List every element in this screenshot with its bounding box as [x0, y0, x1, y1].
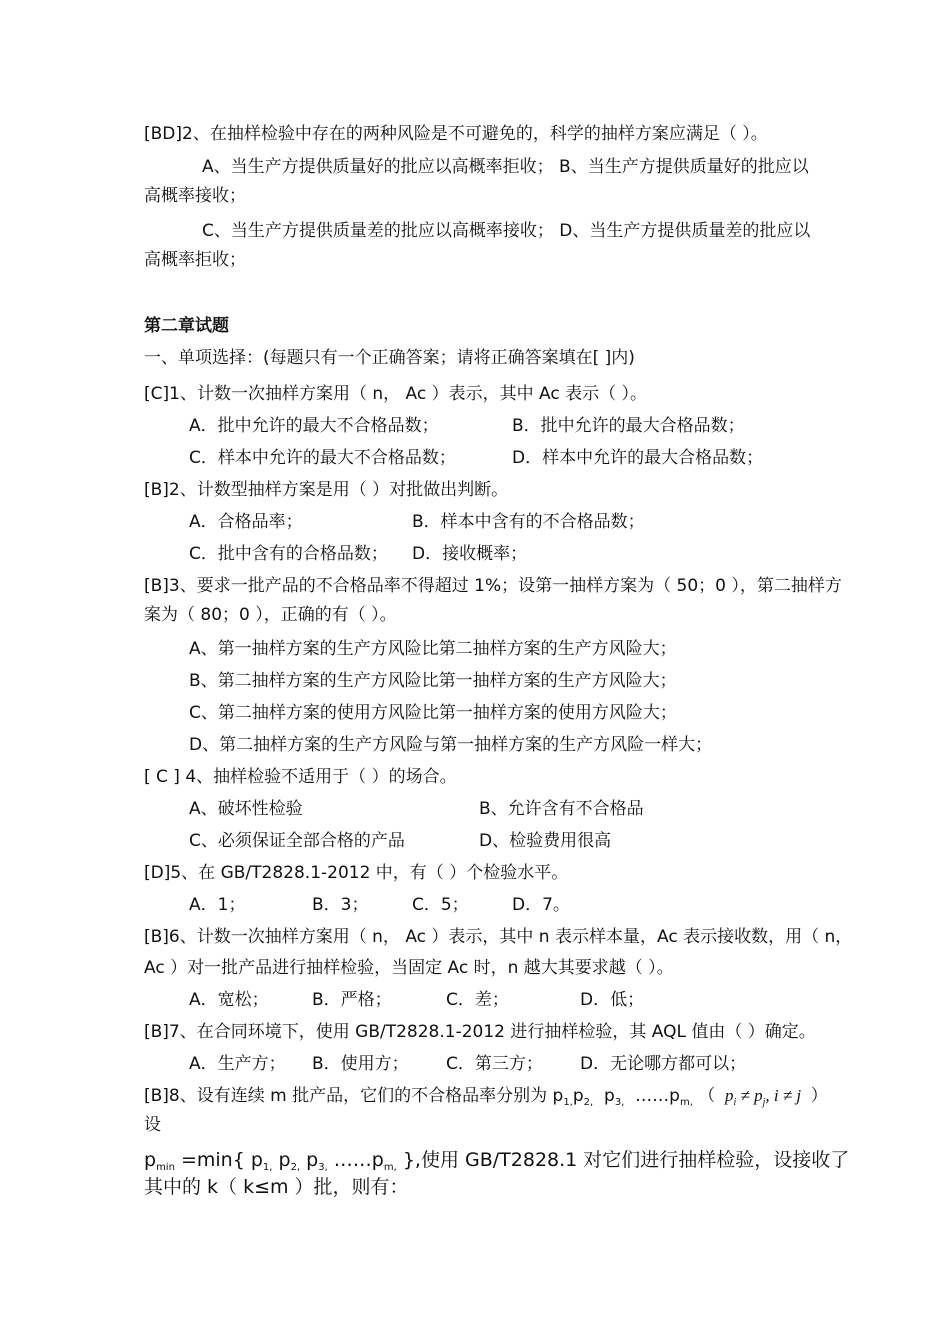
q3-stem-line2: 案为（ 80；0 ），正确的有（ ）。 — [144, 605, 397, 625]
q8-sub-1: 1, — [563, 1097, 573, 1108]
q3-option-d: D、第二抽样方案的生产方风险与第一抽样方案的生产方风险一样大； — [189, 735, 713, 755]
q5-option-c: C．5； — [412, 895, 469, 915]
q4-stem: [ C ] 4、抽样检验不适用于（ ）的场合。 — [144, 767, 457, 787]
q8-sub-2: 2, — [583, 1097, 594, 1108]
q7-option-b: B．使用方； — [312, 1054, 409, 1074]
q8-pmin-tail: ……p — [327, 1149, 384, 1171]
q2-option-b: B．样本中含有的不合格品数； — [412, 512, 645, 532]
q8-pmin-eq: =min{ p — [174, 1149, 263, 1171]
q2-option-c: C．批中含有的合格品数； — [189, 544, 388, 564]
q2-option-d: D．接收概率； — [412, 544, 528, 564]
q8-stem-line3: $p_{min} =\min${ $p_{1,}$ $p_{2,}$ $p_{3,}$ $\dots\dots p_{m,}$ },使用 GB/T2828.1 对它们进行抽样检验，设接收了 — [144, 1149, 850, 1173]
q-pre2-stem: [BD]2、在抽样检验中存在的两种风险是不可避免的，科学的抽样方案应满足（ ）。 — [144, 124, 768, 144]
q-pre2-option-cd-line2: 高概率拒收； — [144, 250, 246, 270]
q6-stem-line2: Ac ）对一批产品进行抽样检验，当固定 Ac 时，n 越大其要求越（ ）。 — [144, 958, 674, 978]
q2-stem: [B]2、计数型抽样方案是用（ ）对批做出判断。 — [144, 480, 509, 500]
q8-pmin-sub-1: 1, — [262, 1162, 273, 1173]
q7-stem: [B]7、在合同环境下，使用 GB/T2828.1-2012 进行抽样检验，其 AQL 值由（ ）确定。 — [144, 1022, 816, 1042]
q6-stem-line1: [B]6、计数一次抽样方案用（ n， Ac ）表示，其中 n 表示样本量，Ac 表示接收数，用（ n， — [144, 927, 853, 947]
q8-sub-m: m, — [679, 1097, 693, 1108]
q2-option-a: A．合格品率； — [189, 512, 303, 532]
q8-stem-line2: 设 — [144, 1115, 161, 1135]
q8-stem-line4: 其中的 k（ k≤m ）批，则有： — [144, 1176, 409, 1198]
q4-option-a: A、破坏性检验 — [189, 799, 303, 819]
q5-option-b: B．3； — [312, 895, 369, 915]
q8-pmin-close: },使用 GB/T2828.1 对它们进行抽样检验，设接收了 — [396, 1149, 850, 1171]
q6-option-a: A．宽松； — [189, 990, 269, 1010]
q7-option-c: C．第三方； — [446, 1054, 543, 1074]
q3-option-a: A、第一抽样方案的生产方风险比第二抽样方案的生产方风险大； — [189, 639, 677, 659]
q8-cond-close: ） — [810, 1086, 828, 1106]
q8-pmin-sub-2: 2, — [290, 1162, 301, 1173]
q3-option-b: B、第二抽样方案的生产方风险比第一抽样方案的生产方风险大； — [189, 671, 677, 691]
q6-option-b: B．严格； — [312, 990, 392, 1010]
q-pre2-option-cd-line1: C、当生产方提供质量差的批应以高概率接收； D、当生产方提供质量差的批应以 — [202, 221, 811, 241]
q-pre2-option-ab-line1: A、当生产方提供质量好的批应以高概率拒收； B、当生产方提供质量好的批应以 — [202, 157, 809, 177]
q6-option-d: D．低； — [580, 990, 645, 1010]
q4-option-c: C、必须保证全部合格的产品 — [189, 831, 405, 851]
q8-pmin-sub-m: m, — [383, 1162, 397, 1173]
q6-option-c: C．差； — [446, 990, 509, 1010]
q7-option-a: A．生产方； — [189, 1054, 286, 1074]
section-heading: 一、单项选择：(每题只有一个正确答案；请将正确答案填在[ ]内) — [144, 348, 635, 368]
q8-stem-line1: [B]8、设有连续 m 批产品，它们的不合格品率分别为 $p_{1,}p_{2,}$ $p_{3,}$ $\dots\dots p_{m,}$ （ $p_i \ne p_j$, i ≠ j ） — [144, 1086, 828, 1108]
q5-stem: [D]5、在 GB/T2828.1-2012 中，有（ ）个检验水平。 — [144, 863, 569, 883]
q8-cond-open: （ — [698, 1086, 716, 1106]
q8-list-tail: ……p — [635, 1086, 680, 1106]
q-pre2-option-ab-line2: 高概率接收； — [144, 186, 246, 206]
q3-option-c: C、第二抽样方案的使用方风险比第一抽样方案的使用方风险大； — [189, 703, 677, 723]
q1-option-b: B．批中允许的最大合格品数； — [512, 416, 745, 436]
q8-pmin-sub-3: 3, — [318, 1162, 328, 1173]
q8-pmin-label: p — [144, 1149, 157, 1171]
q4-option-b: B、允许含有不合格品 — [479, 799, 644, 819]
q1-option-c: C．样本中允许的最大不合格品数； — [189, 448, 456, 468]
q5-option-a: A．1； — [189, 895, 246, 915]
q8-pmin-sub: min — [156, 1162, 175, 1173]
q1-option-d: D．样本中允许的最大合格品数； — [512, 448, 764, 468]
q8-sub-3: 3, — [614, 1097, 625, 1108]
q8-prefix: [B]8、设有连续 m 批产品，它们的不合格品率分别为 p — [144, 1086, 564, 1106]
chapter-title: 第二章试题 — [144, 316, 229, 336]
q4-option-d: D、检验费用很高 — [479, 831, 612, 851]
q3-stem-line1: [B]3、要求一批产品的不合格品率不得超过 1%；设第一抽样方案为（ 50；0 ），第二抽样方 — [144, 576, 842, 596]
q1-option-a: A．批中允许的最大不合格品数； — [189, 416, 439, 436]
q5-option-d: D．7。 — [512, 895, 570, 915]
q7-option-d: D．无论哪方都可以； — [580, 1054, 747, 1074]
q8-condition-formula: $p_i \ne p_j$, i ≠ j — [720, 1086, 806, 1108]
q1-stem: [C]1、计数一次抽样方案用（ n， Ac ）表示，其中 Ac 表示（ ）。 — [144, 384, 648, 404]
